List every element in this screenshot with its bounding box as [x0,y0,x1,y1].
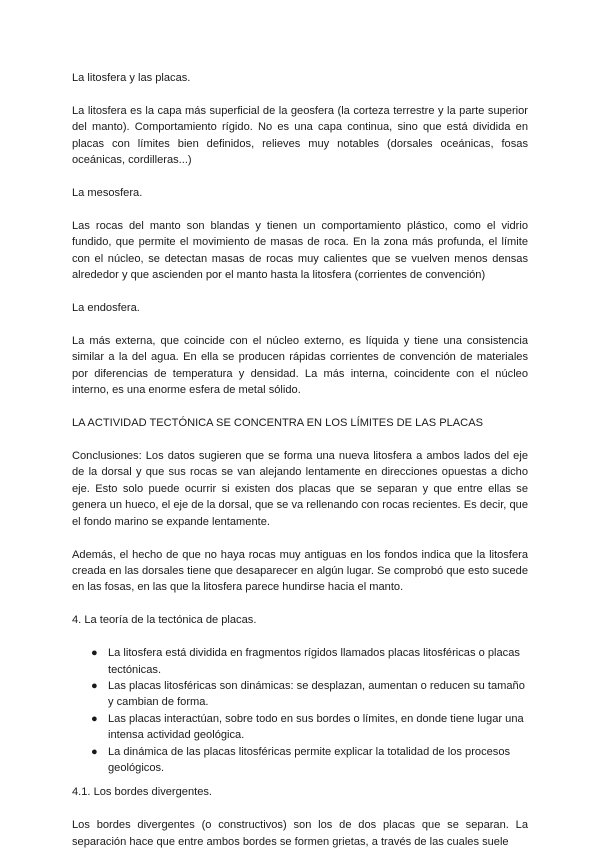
list-item [91,744,528,777]
teoria-bullet-list [72,645,528,776]
paragraph-conclusiones: Conclusiones: Los datos sugieren que se forma una nueva litosfera a ambos lados del eje de la dorsal y que sus rocas se van alejando lentamente en direcciones opuestas a dicho eje. Esto solo puede ocurrir si existen dos placas que se separan y que entre ellas se genera un hueco, el eje de la dorsal, que se va rellenando con rocas recientes. Es decir, que el fondo marino se expande lentamente. [72,450,528,528]
section-title-teoria: 4. La teoría de la tectónica de placas. [72,614,257,627]
paragraph-ademas: Además, el hecho de que no haya rocas muy antiguas en los fondos indica que la litosfera creada en las dorsales tiene que desaparecer en algún lugar. Se comprobó que esto sucede en las fosas, en las que la litosfera parece hundirse hacia el manto. [72,548,528,594]
paragraph-endosfera: La más externa, que coincide con el núcleo externo, es líquida y tiene una consistencia similar a la del agua. En ella se producen rápidas corrientes de convención de materiales por diferencias de temperatura y densidad. La más interna, coincidente con el núcleo interno, es una enorme esfera de metal sólido. [72,334,528,397]
bullet-icon: ● [91,745,98,758]
document-page [72,70,528,867]
bullet-icon: ● [91,712,98,725]
list-item [91,678,528,711]
section-title-mesosfera: La mesosfera. [72,187,143,200]
heading-actividad-tectonica: LA ACTIVIDAD TECTÓNICA SE CONCENTRA EN LOS LÍMITES DE LAS PLACAS [72,417,483,430]
list-item [91,645,528,678]
list-item-text: Las placas litosféricas son dinámicas: se desplazan, aumentan o reducen su tamaño y cambian de forma. [108,679,525,709]
paragraph-mesosfera: Las rocas del manto son blandas y tienen un comportamiento plástico, como el vidrio fundido, que permite el movimiento de masas de roca. En la zona más profunda, el límite con el núcleo, se detectan masas de rocas muy calientes que se vuelven menos densas alrededor y que ascienden por el manto hasta la litosfera (corrientes de convención) [72,219,528,282]
section-title-litosfera: La litosfera y las placas. [72,72,191,84]
section-title-endosfera: La endosfera. [72,302,140,315]
list-item-text: La litosfera está dividida en fragmentos rígidos llamados placas litosféricas o placas tectónicas. [108,647,520,676]
list-item-text: Las placas interactúan, sobre todo en sus bordes o límites, en donde tiene lugar una intensa actividad geológica. [108,712,524,742]
list-item-text: La dinámica de las placas litosféricas permite explicar la totalidad de los procesos geológicos. [108,745,511,774]
paragraph-litosfera: La litosfera es la capa más superficial de la geosfera (la corteza terrestre y la parte superior del manto). Comportamiento rígido. No es una capa continua, sino que está dividida en placas con límites bien definidos, relieves muy notables (dorsales oceánicas, fosas oceánicas, cordilleras...) [72,104,528,167]
paragraph-bordes-divergentes: Los bordes divergentes (o constructivos) son los de dos placas que se separan. La separación hace que entre ambos bordes se formen grietas, a través de las cuales suele [72,819,528,848]
section-title-bordes-divergentes: 4.1. Los bordes divergentes. [72,786,212,799]
bullet-icon: ● [91,647,98,660]
bullet-icon: ● [91,679,98,692]
list-item [91,711,528,744]
